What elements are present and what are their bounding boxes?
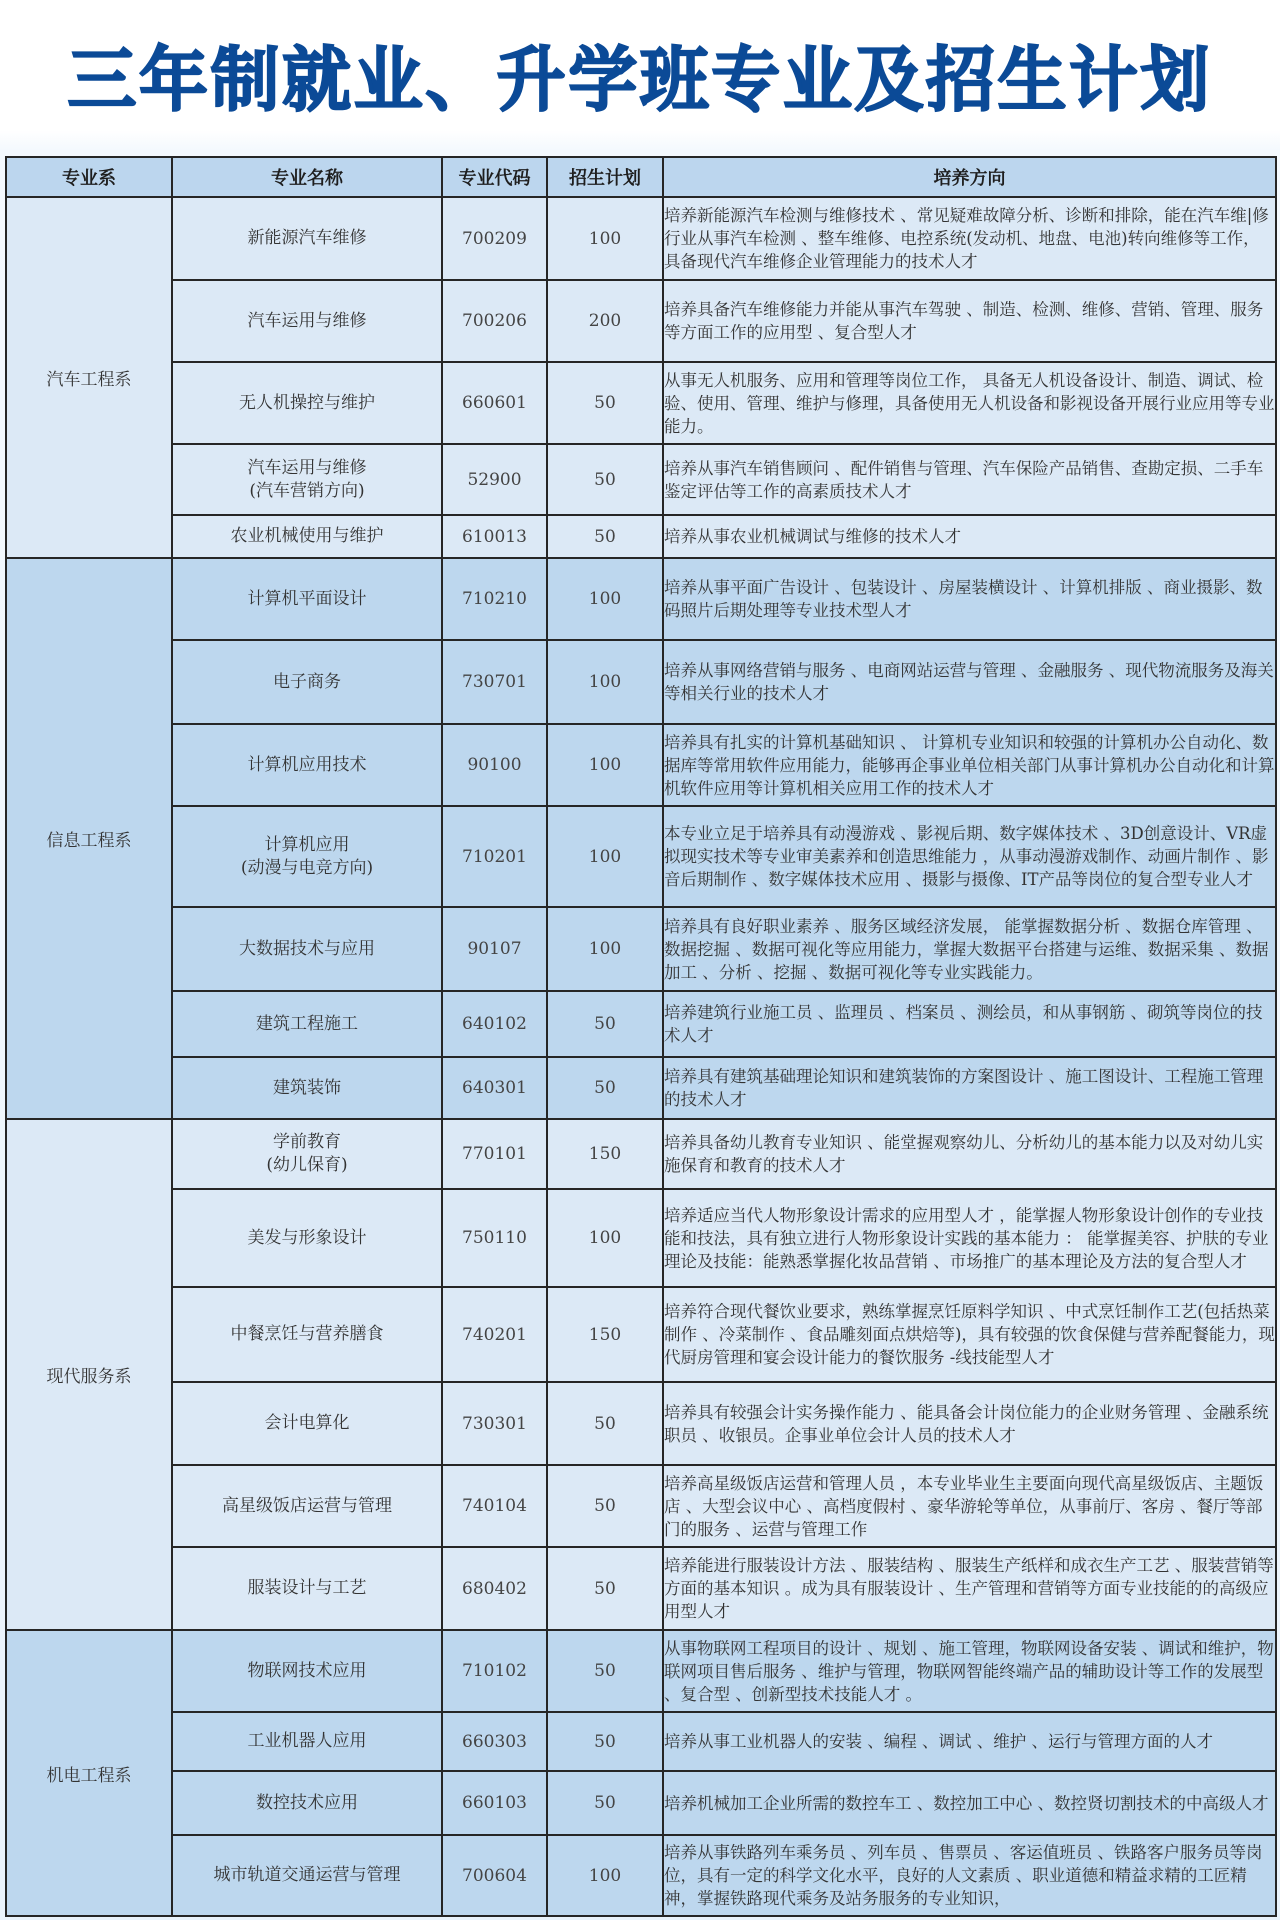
major-code: 680402 bbox=[442, 1547, 547, 1630]
major-name: 电子商务 bbox=[172, 640, 442, 724]
enrollment-quota: 100 bbox=[547, 907, 663, 991]
enrollment-quota: 100 bbox=[547, 1835, 663, 1916]
header-department: 专业系 bbox=[6, 157, 172, 197]
training-direction: 培养机械加工企业所需的数控车工 、数控加工中心 、数控贤切割技术的中高级人才 bbox=[663, 1771, 1276, 1835]
major-name: 高星级饭店运营与管理 bbox=[172, 1465, 442, 1547]
major-code: 660103 bbox=[442, 1771, 547, 1835]
major-name: 数控技术应用 bbox=[172, 1771, 442, 1835]
enrollment-quota: 150 bbox=[547, 1119, 663, 1189]
enrollment-quota: 50 bbox=[547, 444, 663, 515]
major-code: 660601 bbox=[442, 362, 547, 444]
major-code: 700209 bbox=[442, 197, 547, 280]
header-training-direction: 培养方向 bbox=[663, 157, 1276, 197]
major-code: 770101 bbox=[442, 1119, 547, 1189]
table-row bbox=[6, 1287, 1276, 1382]
major-name: 汽车运用与维修 (汽车营销方向) bbox=[172, 444, 442, 515]
training-direction: 培养适应当代人物形象设计需求的应用型人才 ，能掌握人物形象设计创作的专业技能和技法，具有独立进行人物形象设计实践的基本能力 ： 能掌握美容、护肤的专业理论及技能：能熟悉掌握化妆品营销 、市场推广的基本理论及方法的复合型人才 bbox=[663, 1189, 1276, 1287]
training-direction: 培养具有建筑基础理论知识和建筑装饰的方案图设计 、施工图设计、工程施工管理的技术人才 bbox=[663, 1057, 1276, 1119]
major-name: 无人机操控与维护 bbox=[172, 362, 442, 444]
major-name: 工业机器人应用 bbox=[172, 1712, 442, 1771]
table-row bbox=[6, 907, 1276, 991]
major-name: 新能源汽车维修 bbox=[172, 197, 442, 280]
training-direction: 培养具有较强会计实务操作能力 、能具备会计岗位能力的企业财务管理 、金融系统职员 、收银员。企事业单位会计人员的技术人才 bbox=[663, 1382, 1276, 1465]
training-direction: 培养具有良好职业素养 、服务区域经济发展， 能掌握数据分析 、数据仓库管理 、数据挖掘 、数据可视化等应用能力，掌握大数据平台搭建与运维、数据采集 、数据加工 、分析 、挖掘 、数据可视化等专业实践能力。 bbox=[663, 907, 1276, 991]
major-name: 建筑工程施工 bbox=[172, 991, 442, 1057]
table-row bbox=[6, 1382, 1276, 1465]
major-subtitle: (幼儿保育) bbox=[266, 1155, 348, 1175]
major-code: 640102 bbox=[442, 991, 547, 1057]
major-code: 610013 bbox=[442, 515, 547, 558]
major-name: 汽车运用与维修 bbox=[172, 280, 442, 362]
table-row bbox=[6, 197, 1276, 280]
table-row bbox=[6, 1835, 1276, 1916]
department-cell: 机电工程系 bbox=[6, 1630, 172, 1916]
major-subtitle: (汽车营销方向) bbox=[249, 480, 365, 501]
header-major-code: 专业代码 bbox=[442, 157, 547, 197]
table-row bbox=[6, 558, 1276, 640]
training-direction: 培养从事汽车销售顾问 、配件销售与管理、汽车保险产品销售、查勘定损、二手车鉴定评估等工作的高素质技术人才 bbox=[663, 444, 1276, 515]
training-direction: 培养从事农业机械调试与维修的技术人才 bbox=[663, 515, 1276, 558]
table-row bbox=[6, 991, 1276, 1057]
major-name: 计算机应用技术 bbox=[172, 724, 442, 806]
enrollment-quota: 50 bbox=[547, 1712, 663, 1771]
enrollment-quota: 100 bbox=[547, 197, 663, 280]
enrollment-plan-table bbox=[5, 156, 1277, 1917]
enrollment-quota: 50 bbox=[547, 1382, 663, 1465]
enrollment-quota: 100 bbox=[547, 1189, 663, 1287]
major-code: 640301 bbox=[442, 1057, 547, 1119]
major-code: 740201 bbox=[442, 1287, 547, 1382]
training-direction: 培养具有扎实的计算机基础知识 、 计算机专业知识和较强的计算机办公自动化、数据库等常用软件应用能力，能够再企事业单位相关部门从事计算机办公自动化和计算机软件应用等计算机相关应用工作的技术人才 bbox=[663, 724, 1276, 806]
table-row bbox=[6, 640, 1276, 724]
major-name: 美发与形象设计 bbox=[172, 1189, 442, 1287]
table-row bbox=[6, 1547, 1276, 1630]
major-code: 710201 bbox=[442, 806, 547, 907]
major-name: 中餐烹饪与营养膳食 bbox=[172, 1287, 442, 1382]
major-code: 740104 bbox=[442, 1465, 547, 1547]
training-direction: 培养高星级饭店运营和管理人员 ，本专业毕业生主要面向现代高星级饭店、主题饭店 、大型会议中心 、高档度假村 、豪华游轮等单位，从事前厅、客房 、餐厅等部门的服务 、运营与管理工作 bbox=[663, 1465, 1276, 1547]
major-code: 52900 bbox=[442, 444, 547, 515]
header-enrollment-quota: 招生计划 bbox=[547, 157, 663, 197]
table-row bbox=[6, 1712, 1276, 1771]
page-title: 三年制就业、升学班专业及招生计划 bbox=[67, 39, 1213, 121]
training-direction: 从事无人机服务、应用和管理等岗位工作， 具备无人机设备设计、制造、调试、检验、使用、管理、维护与修理，具备使用无人机设备和影视设备开展行业应用等专业能力。 bbox=[663, 362, 1276, 444]
major-name: 会计电算化 bbox=[172, 1382, 442, 1465]
table-row bbox=[6, 1771, 1276, 1835]
major-name: 计算机平面设计 bbox=[172, 558, 442, 640]
major-subtitle: (动漫与电竞方向) bbox=[240, 857, 374, 878]
enrollment-quota: 50 bbox=[547, 1630, 663, 1712]
major-code: 730701 bbox=[442, 640, 547, 724]
major-name: 物联网技术应用 bbox=[172, 1630, 442, 1712]
table-row bbox=[6, 444, 1276, 515]
training-direction: 本专业立足于培养具有动漫游戏 、影视后期、数字媒体技术 、3D创意设计、VR虚拟现实技术等专业审美素养和创造思维能力 ，从事动漫游戏制作、动画片制作 、影音后期制作 、数字媒体技术应用 、摄影与摄像、IT产品等岗位的复合型专业人才 bbox=[663, 806, 1276, 907]
enrollment-quota: 100 bbox=[547, 558, 663, 640]
major-name: 农业机械使用与维护 bbox=[172, 515, 442, 558]
training-direction: 培养具备汽车维修能力并能从事汽车驾驶 、制造、检测、维修、营销、管理、服务等方面工作的应用型 、复合型人才 bbox=[663, 280, 1276, 362]
header-major-name: 专业名称 bbox=[172, 157, 442, 197]
enrollment-quota: 50 bbox=[547, 1465, 663, 1547]
department-cell: 信息工程系 bbox=[6, 558, 172, 1119]
department-cell: 现代服务系 bbox=[6, 1119, 172, 1630]
table-header-row bbox=[6, 157, 1276, 197]
table-row bbox=[6, 724, 1276, 806]
major-name: 大数据技术与应用 bbox=[172, 907, 442, 991]
enrollment-quota: 100 bbox=[547, 640, 663, 724]
major-name: 学前教育 (幼儿保育) bbox=[172, 1119, 442, 1189]
enrollment-quota: 50 bbox=[547, 362, 663, 444]
enrollment-quota: 200 bbox=[547, 280, 663, 362]
major-name: 服装设计与工艺 bbox=[172, 1547, 442, 1630]
training-direction: 培养从事平面广告设计 、包装设计 、房屋装横设计 、计算机排版 、商业摄影、数码照片后期处理等专业技术型人才 bbox=[663, 558, 1276, 640]
department-cell: 汽车工程系 bbox=[6, 197, 172, 558]
training-direction: 培养符合现代餐饮业要求，熟练掌握烹饪原料学知识 、中式烹饪制作工艺(包括热菜制作 、冷菜制作 、食品雕刻面点烘焙等)，具有较强的饮食保健与营养配餐能力，现代厨房管理和宴会设计能力的餐饮服务 -线技能型人才 bbox=[663, 1287, 1276, 1382]
major-code: 660303 bbox=[442, 1712, 547, 1771]
major-name: 计算机应用 (动漫与电竞方向) bbox=[172, 806, 442, 907]
enrollment-quota: 100 bbox=[547, 806, 663, 907]
major-code: 750110 bbox=[442, 1189, 547, 1287]
major-name: 建筑装饰 bbox=[172, 1057, 442, 1119]
major-code: 730301 bbox=[442, 1382, 547, 1465]
table-row bbox=[6, 1119, 1276, 1189]
enrollment-quota: 150 bbox=[547, 1287, 663, 1382]
enrollment-quota: 50 bbox=[547, 515, 663, 558]
training-direction: 培养从事铁路列车乘务员 、列车员 、售票员 、客运值班员 、铁路客户服务员等岗位，具有一定的科学文化水平，良好的人文素质 、职业道德和精益求精的工匠精神，掌握铁路现代乘务及站务服务的专业知识， bbox=[663, 1835, 1276, 1916]
major-code: 90107 bbox=[442, 907, 547, 991]
table-row bbox=[6, 1465, 1276, 1547]
major-code: 710102 bbox=[442, 1630, 547, 1712]
major-name: 城市轨道交通运营与管理 bbox=[172, 1835, 442, 1916]
major-code: 710210 bbox=[442, 558, 547, 640]
training-direction: 培养新能源汽车检测与维修技术 、常见疑难故障分析、诊断和排除，能在汽车维|修行业从事汽车检测 、整车维修、电控系统(发动机、地盘、电池)转向维修等工作，具备现代汽车维修企业管理能力的技术人才 bbox=[663, 197, 1276, 280]
major-code: 700604 bbox=[442, 1835, 547, 1916]
table-row bbox=[6, 362, 1276, 444]
training-direction: 培养从事工业机器人的安装 、编程 、调试 、维护 、运行与管理方面的人才 bbox=[663, 1712, 1276, 1771]
enrollment-quota: 50 bbox=[547, 1771, 663, 1835]
enrollment-quota: 50 bbox=[547, 1547, 663, 1630]
enrollment-quota: 100 bbox=[547, 724, 663, 806]
table-row bbox=[6, 1189, 1276, 1287]
enrollment-quota: 50 bbox=[547, 991, 663, 1057]
training-direction: 从事物联网工程项目的设计 、规划 、施工管理，物联网设备安装 、调试和维护，物联网项目售后服务 、维护与管理，物联网智能终端产品的辅助设计等工作的发展型 、复合型 、创新型技术技能人才 。 bbox=[663, 1630, 1276, 1712]
table-row bbox=[6, 280, 1276, 362]
table-row bbox=[6, 806, 1276, 907]
table-row bbox=[6, 515, 1276, 558]
table-row bbox=[6, 1057, 1276, 1119]
enrollment-quota: 50 bbox=[547, 1057, 663, 1119]
training-direction: 培养具备幼儿教育专业知识 、能堂握观察幼儿、分析幼儿的基本能力以及对幼儿实施保育和教育的技术人才 bbox=[663, 1119, 1276, 1189]
major-code: 700206 bbox=[442, 280, 547, 362]
major-code: 90100 bbox=[442, 724, 547, 806]
training-direction: 培养建筑行业施工员 、监理员 、档案员 、测绘员，和从事钢筋 、砌筑等岗位的技术人才 bbox=[663, 991, 1276, 1057]
training-direction: 培养能进行服装设计方法 、服装结构 、服装生产纸样和成衣生产工艺 、服装营销等方面的基本知识 。成为具有服装设计 、生产管理和营销等方面专业技能的的高级应用型人才 bbox=[663, 1547, 1276, 1630]
table-row bbox=[6, 1630, 1276, 1712]
training-direction: 培养从事网络营销与服务 、电商网站运营与管理 、金融服务 、现代物流服务及海关等相关行业的技术人才 bbox=[663, 640, 1276, 724]
